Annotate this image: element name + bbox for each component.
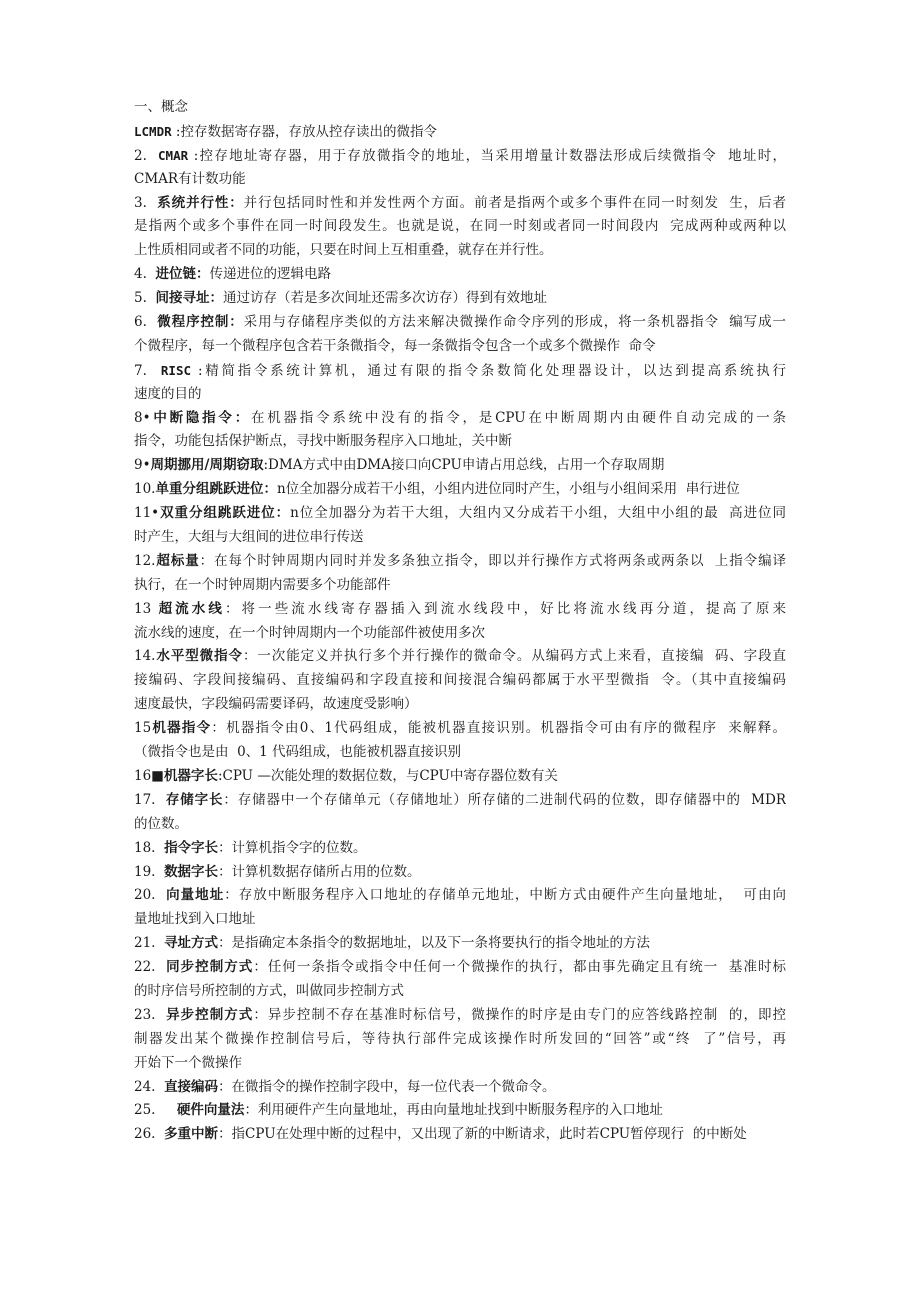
concept-entry: [134, 932, 786, 956]
entry-text: 时产生，大组与大组间的进位串行传送: [134, 529, 364, 546]
entry-term: 进位链：: [155, 266, 210, 283]
concept-entry: [134, 550, 786, 598]
entry-continuation-line: [134, 1028, 786, 1052]
entry-number: 11•: [134, 505, 160, 522]
entry-line: [134, 884, 786, 908]
entry-text: 的时序信号所控制的方式，叫做同步控制方式: [134, 982, 404, 999]
entry-text: 个微程序，每一个微程序包含若干条微指令，每一条微指令包含一个或多个微操作 命令: [134, 337, 656, 354]
entry-text: ：指CPU在处理中断的过程中，又出现了新的中断请求，此时若CPU暂停现行 的中断处: [218, 1126, 747, 1143]
concept-entry: [134, 502, 786, 550]
concept-entry: [134, 407, 786, 455]
entry-text: n位全加器分为若干大组，大组内又分成若干小组，大组中小组的最 高进位同: [290, 505, 786, 522]
concept-entry: [134, 598, 786, 646]
entry-term: CMAR: [158, 147, 189, 163]
entry-text: ：计算机数据存储所占用的位数。: [218, 863, 421, 880]
concept-entry: [134, 645, 786, 717]
entry-line: [134, 550, 786, 574]
concept-entry: [134, 1076, 786, 1100]
entry-number: 18.: [134, 839, 165, 856]
entry-line: [134, 359, 786, 383]
entry-continuation-line: [134, 215, 786, 239]
entry-number: 7.: [134, 362, 161, 379]
entry-number: 9•: [134, 457, 151, 474]
entry-line: [134, 1123, 786, 1147]
entry-text: 开始下一个微操作: [134, 1054, 242, 1071]
entry-line: [134, 144, 786, 168]
entry-line: [134, 454, 786, 478]
entry-continuation-line: [134, 239, 786, 263]
entry-number: 4.: [134, 266, 156, 283]
entry-line: [134, 502, 786, 526]
entry-continuation-line: [134, 669, 786, 693]
entry-number: 5.: [134, 290, 156, 307]
entry-number: 17.: [134, 791, 166, 808]
entry-text: ：在微指令的操作控制字段中，每一位代表一个微命令。: [218, 1078, 556, 1095]
entry-number: 2.: [134, 147, 159, 164]
concept-entry: [134, 263, 786, 287]
entry-text: 传递进位的逻辑电路: [209, 266, 331, 283]
entry-line: [134, 645, 786, 669]
concept-entry: [134, 884, 786, 932]
concept-entry: [134, 192, 786, 264]
entry-term: 周期挪用/周期窃取: [150, 457, 264, 474]
entry-number: 26.: [134, 1126, 165, 1143]
entry-text: 量地址找到入口地址: [134, 911, 256, 928]
entry-term: 超流水线: [158, 600, 225, 617]
entry-line: [134, 192, 786, 216]
entry-term: 多重中断: [164, 1126, 219, 1143]
entry-text: 在机器指令系统中没有的指令，是CPU在中断周期内由硬件自动完成的一条: [250, 409, 786, 426]
entry-text: ：异步控制不存在基准时标信号，微操作的时序是由专门的应答线路控制 的，即控: [253, 1006, 786, 1023]
entry-continuation-line: [134, 430, 786, 454]
entry-line: [134, 1004, 786, 1028]
concept-entry: [134, 1123, 786, 1147]
concept-entry: [134, 1004, 786, 1076]
entry-number: 21.: [134, 935, 165, 952]
entry-number: 6.: [134, 314, 158, 331]
entry-line: [134, 1099, 786, 1123]
concept-entry: [134, 144, 786, 192]
entry-continuation-line: [134, 980, 786, 1004]
entry-line: [134, 956, 786, 980]
entry-text: ：任何一条指令或指令中任何一个微操作的执行，都由事先确定且有统一 基准时标: [253, 959, 786, 976]
entry-text: 上性质相同或者不同的功能，只要在时间上互相重叠，就存在并行性。: [134, 242, 553, 259]
concept-entry: [134, 1099, 786, 1123]
entry-text: 通过访存（若是多次间址还需多次访存）得到有效地址: [222, 290, 547, 307]
entry-continuation-line: [134, 526, 786, 550]
entry-text: 接编码、字段间接编码、直接编码和字段直接和间接混合编码都属于水平型微指 令。（其中直接编码: [134, 672, 786, 689]
entry-term: 间接寻址：: [155, 290, 223, 307]
entry-continuation-line: [134, 693, 786, 717]
entry-line: [134, 789, 786, 813]
entry-term: 数据字长: [164, 863, 219, 880]
concept-entry: [134, 956, 786, 1004]
entry-line: [134, 407, 786, 431]
entry-text: 流水线的速度，在一个时钟周期内一个功能部件被使用多次: [134, 624, 485, 641]
entry-term: 超标量: [155, 552, 200, 569]
entry-term: 机器指令: [151, 720, 212, 737]
entry-text: 并行包括同时性和并发性两个方面。前者是指两个或多个事件在同一时刻发 生，后者: [243, 194, 786, 211]
entry-continuation-line: [134, 908, 786, 932]
entry-term: 向量地址: [166, 887, 225, 904]
entry-continuation-line: [134, 741, 786, 765]
entry-number: 12.: [134, 552, 156, 569]
entry-line: [134, 263, 786, 287]
entry-line: [134, 478, 786, 502]
entry-number: 25.: [134, 1102, 177, 1119]
entry-line: [134, 765, 786, 789]
concept-entry: [134, 717, 786, 765]
concept-entry: [134, 478, 786, 502]
entry-text: ：是指确定本条指令的数据地址，以及下一条将要执行的指令地址的方法: [218, 935, 651, 952]
entry-text: 是指两个或多个事件在同一时间段发生。也就是说，在同一时刻或者同一时间段内 完成两种或两种以: [134, 218, 786, 235]
entry-line: [134, 311, 786, 335]
concept-entry: [134, 311, 786, 359]
entry-text: CMAR有计数功能: [134, 170, 246, 187]
entry-number: 10.: [134, 481, 156, 498]
entry-line: [134, 1076, 786, 1100]
entry-text: ：一次能定义并执行多个并行操作的微命令。从编码方式上来看，直接编 码、字段直: [242, 648, 786, 665]
entry-continuation-line: [134, 383, 786, 407]
entry-term: 存储字长: [165, 791, 224, 808]
entry-text: 速度的目的: [134, 385, 202, 402]
entry-line: [134, 932, 786, 956]
entry-line: [134, 861, 786, 885]
entry-continuation-line: [134, 168, 786, 192]
entry-text: 制器发出某个微操作控制信号后，等待执行部件完成该操作时所发回的“回答”或“终 了”信号，再: [134, 1030, 786, 1047]
entry-term: LCMDR: [134, 123, 172, 139]
entry-text: :精简指令系统计算机，通过有限的指令条数简化处理器设计，以达到提高系统执行: [191, 362, 786, 379]
entry-number: 14.: [134, 648, 156, 665]
entry-term: 单重分组跳跃进位：: [155, 481, 277, 498]
entry-continuation-line: [134, 335, 786, 359]
entry-number: 19.: [134, 863, 165, 880]
entry-term: 中断隐指令：: [150, 409, 251, 426]
entry-text: ：在每个时钟周期内同时并发多条独立指令，即以并行操作方式将两条或两条以 上指令编译: [199, 552, 786, 569]
entry-term: 微程序控制：: [157, 314, 244, 331]
entry-text: ：存储器中一个存储单元（存储地址）所存储的二进制代码的位数，即存储器中的 MDR: [223, 791, 786, 808]
section-title: 一、概念: [134, 99, 188, 115]
entry-continuation-line: [134, 813, 786, 837]
entry-text: ：存放中断服务程序入口地址的存储单元地址，中断方式由硬件产生向量地址， 可由向: [224, 887, 786, 904]
entry-line: [134, 837, 786, 861]
entry-number: 23.: [134, 1006, 167, 1023]
entry-line: [134, 717, 786, 741]
entry-continuation-line: [134, 574, 786, 598]
entry-continuation-line: [134, 1052, 786, 1076]
entry-text: :控存数据寄存器，存放从控存读出的微指令: [171, 123, 437, 140]
entry-number: 8•: [134, 409, 151, 426]
entry-term: 水平型微指令: [155, 648, 243, 665]
entry-term: 寻址方式: [164, 935, 219, 952]
entry-term: 系统并行性：: [157, 194, 244, 211]
entry-term: 指令字长: [164, 839, 219, 856]
entry-text: ：机器指令由0、1代码组成，能被机器直接识别。机器指令可由有序的微程序 来解释。: [211, 720, 786, 737]
entry-term: 同步控制方式: [166, 959, 254, 976]
entry-text: :DMA方式中由DMA接口向CPU申请占用总线，占用一个存取周期: [263, 457, 665, 474]
entry-text: :CPU —次能处理的数据位数，与CPU中寄存器位数有关: [217, 767, 558, 784]
entry-text: 执行，在一个时钟周期内需要多个功能部件: [134, 576, 391, 593]
entry-number: 22.: [134, 959, 167, 976]
entry-term: 双重分组跳跃进位：: [159, 505, 291, 522]
entry-text: ：利用硬件产生向量地址，再由向量地址找到中断服务程序的入口地址: [244, 1102, 663, 1119]
entry-text: 采用与存储程序类似的方法来解决微操作命令序列的形成，将一条机器指令 编写成一: [243, 314, 786, 331]
concept-entry: [134, 359, 786, 407]
entry-number: 13: [134, 600, 159, 617]
entry-line: [134, 287, 786, 311]
concept-entry: [134, 454, 786, 478]
entry-text: 速度最快，字段编码需要译码，故速度受影响）: [134, 696, 418, 713]
concept-entry: [134, 837, 786, 861]
concept-entry: [134, 765, 786, 789]
entry-number: 20.: [134, 887, 167, 904]
entry-number: 16■: [134, 767, 164, 784]
entry-number: 15: [134, 720, 152, 737]
entry-number: 3.: [134, 194, 158, 211]
document-body: [134, 96, 786, 1147]
entry-text: 的位数。: [134, 815, 188, 832]
concept-entry: [134, 789, 786, 837]
entry-text: n位全加器分成若干小组，小组内进位同时产生，小组与小组间采用 串行进位: [276, 481, 740, 498]
entry-term: RISC: [160, 362, 191, 378]
entry-term: 机器字长: [163, 767, 218, 784]
concept-entry: [134, 861, 786, 885]
entry-term: 硬件向量法: [176, 1102, 245, 1119]
entry-term: 直接编码: [164, 1078, 219, 1095]
entry-text: 指令，功能包括保护断点，寻找中断服务程序入口地址，关中断: [134, 433, 512, 450]
entry-line: [134, 598, 786, 622]
entry-text: :控存地址寄存器，用于存放微指令的地址，当采用增量计数器法形成后续微指令 地址时，: [188, 147, 786, 164]
concept-entry: [134, 287, 786, 311]
entry-number: 24.: [134, 1078, 165, 1095]
concept-entry: [134, 120, 786, 144]
entry-text: ：将一些流水线寄存器插入到流水线段中，好比将流水线再分道，提高了原来: [224, 600, 786, 617]
entry-continuation-line: [134, 622, 786, 646]
entry-term: 异步控制方式: [166, 1006, 254, 1023]
entry-text: ：计算机指令字的位数。: [218, 839, 367, 856]
entry-text: （微指令也是由 0、1 代码组成，也能被机器直接识别: [134, 744, 462, 761]
entry-line: [134, 120, 786, 144]
